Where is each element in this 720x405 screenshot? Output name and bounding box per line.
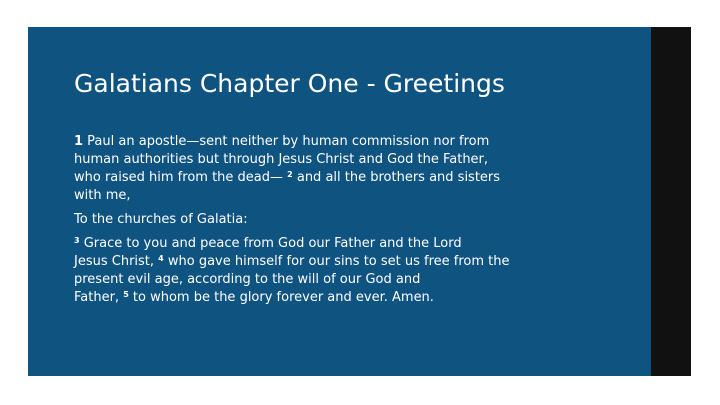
verse-text: who raised him from the dead— <box>74 170 288 185</box>
slide <box>28 27 691 376</box>
text-line: present evil age, according to the will of our God and <box>74 272 421 287</box>
verse-text: Grace to you and peace from God our Father and the Lord <box>79 236 462 251</box>
verse-text: Father, <box>74 290 124 305</box>
paragraph-address <box>74 211 574 229</box>
slide-title: Galatians Chapter One - Greetings <box>74 69 505 98</box>
text-line <box>74 289 574 307</box>
verse-number: 5 <box>123 290 129 299</box>
paragraph-verses-3-5 <box>74 235 574 307</box>
paragraph-verses-1-2 <box>74 133 574 205</box>
verse-text: Jesus Christ, <box>74 254 159 269</box>
text-line <box>74 133 574 151</box>
verse-number: 2 <box>287 170 293 179</box>
verse-text: who gave himself for our sins to set us free from the <box>163 254 510 269</box>
verse-text: and all the brothers and sisters <box>292 170 501 185</box>
side-bar <box>651 27 691 376</box>
text-line: with me, <box>74 188 131 203</box>
verse-text: to whom be the glory forever and ever. Amen. <box>128 290 434 305</box>
text-line <box>74 253 574 271</box>
verse-text: Paul an apostle—sent neither by human commission nor from <box>83 134 490 149</box>
text-line: To the churches of Galatia: <box>74 212 248 227</box>
text-line <box>74 169 574 187</box>
text-line <box>74 235 574 253</box>
slide-body <box>74 133 574 313</box>
verse-number: 1 <box>74 134 84 149</box>
text-line: human authorities but through Jesus Christ and God the Father, <box>74 152 489 167</box>
verse-number: 4 <box>158 254 164 263</box>
verse-number: 3 <box>74 236 80 245</box>
